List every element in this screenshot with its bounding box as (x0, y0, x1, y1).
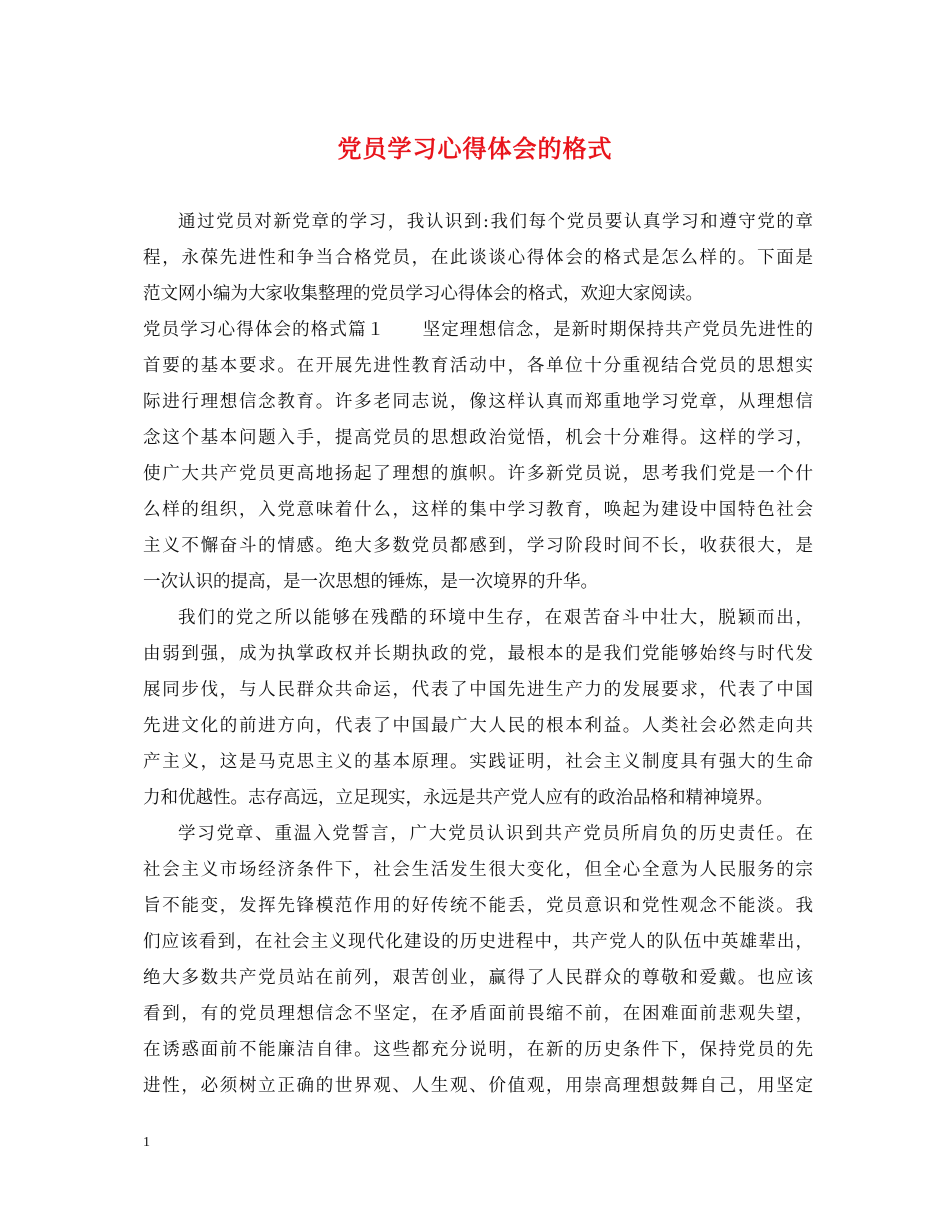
body-line: 一次认识的提高，是一次思想的锤炼，是一次境界的升华。 (143, 572, 598, 592)
body-line: 我们的党之所以能够在残酷的环境中生存，在艰苦奋斗中壮大，脱颖而出， (178, 608, 813, 628)
body-line: 产主义，这是马克思主义的基本原理。实践证明，社会主义制度具有强大的生命 (143, 752, 813, 772)
document-title: 党员学习心得体会的格式 (337, 134, 613, 163)
body-line: 么样的组织，入党意味着什么，这样的集中学习教育，唤起为建设中国特色社会 (143, 500, 813, 520)
page-number: 1 (143, 1135, 150, 1150)
body-line: 首要的基本要求。在开展先进性教育活动中，各单位十分重视结合党员的思想实 (143, 356, 813, 376)
body-line: 看到，有的党员理想信念不坚定，在矛盾面前畏缩不前，在困难面前悲观失望， (143, 1004, 813, 1024)
body-line: 旨不能变，发挥先锋模范作用的好传统不能丢，党员意识和党性观念不能淡。我 (143, 896, 813, 916)
body-line: 们应该看到，在社会主义现代化建设的历史进程中，共产党人的队伍中英雄辈出， (143, 932, 813, 952)
body-line: 力和优越性。志存高远，立足现实，永远是共产党人应有的政治品格和精神境界。 (143, 788, 773, 808)
body-line: 范文网小编为大家收集整理的党员学习心得体会的格式，欢迎大家阅读。 (143, 284, 703, 304)
body-line: 由弱到强，成为执掌政权并长期执政的党，最根本的是我们党能够始终与时代发 (143, 644, 813, 664)
body-line: 绝大多数共产党员站在前列，艰苦创业，赢得了人民群众的尊敬和爱戴。也应该 (143, 968, 813, 988)
body-line: 党员学习心得体会的格式篇１ 坚定理想信念，是新时期保持共产党员先进性的 (143, 320, 813, 340)
body-line: 进性，必须树立正确的世界观、人生观、价值观，用崇高理想鼓舞自己，用坚定 (143, 1076, 813, 1096)
body-line: 社会主义市场经济条件下，社会生活发生很大变化，但全心全意为人民服务的宗 (143, 860, 813, 880)
body-line: 主义不懈奋斗的情感。绝大多数党员都感到，学习阶段时间不长，收获很大，是 (143, 536, 813, 556)
body-line: 在诱惑面前不能廉洁自律。这些都充分说明，在新的历史条件下，保持党员的先 (143, 1040, 813, 1060)
body-line: 学习党章、重温入党誓言，广大党员认识到共产党员所肩负的历史责任。在 (178, 824, 813, 844)
body-line: 展同步伐，与人民群众共命运，代表了中国先进生产力的发展要求，代表了中国 (143, 680, 813, 700)
document-body (143, 204, 813, 1104)
body-line: 念这个基本问题入手，提高党员的思想政治觉悟，机会十分难得。这样的学习， (143, 428, 813, 448)
body-line: 先进文化的前进方向，代表了中国最广大人民的根本利益。人类社会必然走向共 (143, 716, 813, 736)
body-line: 通过党员对新党章的学习，我认识到:我们每个党员要认真学习和遵守党的章 (178, 212, 813, 232)
body-line: 程，永葆先进性和争当合格党员，在此谈谈心得体会的格式是怎么样的。下面是 (143, 248, 813, 268)
body-line: 使广大共产党员更高地扬起了理想的旗帜。许多新党员说，思考我们党是一个什 (143, 464, 813, 484)
body-line: 际进行理想信念教育。许多老同志说，像这样认真而郑重地学习党章，从理想信 (143, 392, 813, 412)
